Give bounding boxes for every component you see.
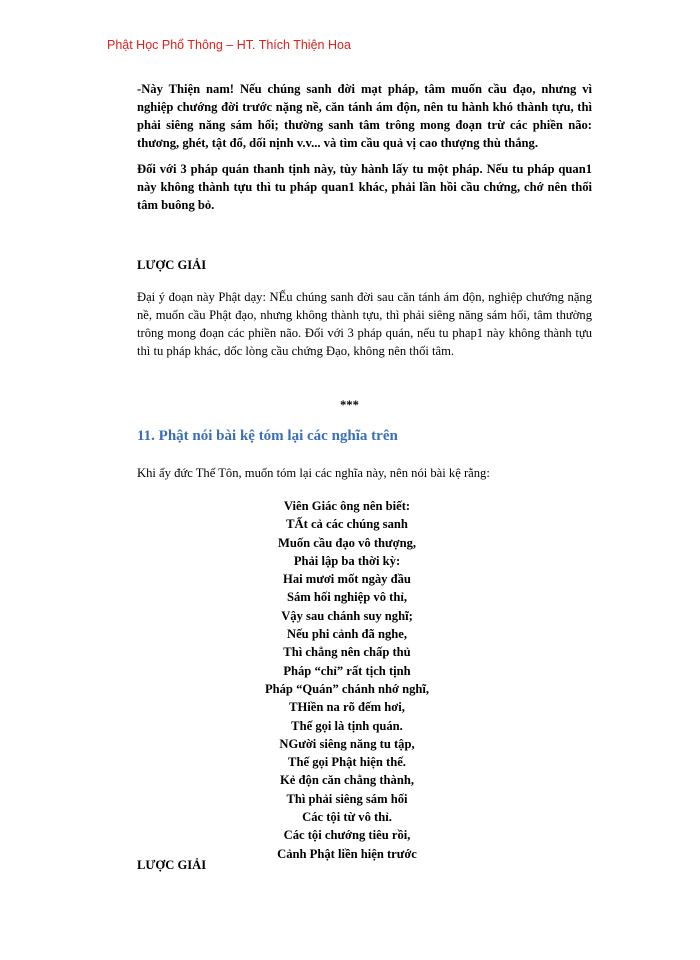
section-title: 11. Phật nói bài kệ tóm lại các nghĩa trên: [137, 428, 398, 444]
paragraph-1-text: -Này Thiện nam! Nếu chúng sanh đời mạt pháp, tâm muốn cầu đạo, nhưng vì nghiệp chướng đời trước nặng nề, căn tánh ám độn, nên tu hành khó thành tựu, thì phải siêng năng sám hối; thường sanh tâm trông mong đoạn trừ các phiền não: thương, ghét, tật đố, dối nịnh v.v... và tìm cầu quả vị cao thượng thù thắng.: [137, 82, 592, 150]
verse-line: Vậy sau chánh suy nghĩ;: [281, 608, 413, 623]
verse-line: THiền na rõ đếm hơi,: [289, 700, 405, 715]
verse-line: Các tội từ vô thỉ.: [302, 810, 392, 825]
verse-line: Thì chẳng nên chấp thủ: [283, 645, 411, 660]
luoc-giai-heading-2: LƯỢC GIẢI: [137, 858, 207, 872]
verse-line: Sám hối nghiệp vô thỉ,: [286, 590, 408, 605]
paragraph-3-text: Đại ý đoạn này Phật dạy: NẾu chúng sanh đời sau căn tánh ám độn, nghiệp chướng nặng nề, muốn cầu Phật đạo, nhưng không thành tựu, thì phải siêng năng sám hối, tâm thường trông mong đoạn các phiền não. Đối với 3 pháp quán, nếu tu phap1 này không thành tựu thì tu pháp khác, dốc lòng cầu chứng Đạo, không nên thối tâm.: [137, 290, 592, 358]
paragraph-2: [137, 160, 592, 214]
verse-line: Kẻ độn căn chẳng thành,: [279, 773, 415, 788]
verse-line: Thế gọi là tịnh quán.: [291, 718, 403, 733]
paragraph-2-text: Đối với 3 pháp quán thanh tịnh này, tùy hành lấy tu một pháp. Nếu tu pháp quan1 này không thành tựu thì tu pháp quan1 khác, phải lần hồi cầu chứng, chớ nên thối tâm buông bỏ.: [137, 162, 592, 212]
verse-line: Pháp “chỉ” rất tịch tịnh: [283, 663, 411, 678]
verse-line: Pháp “Quán” chánh nhớ nghĩ,: [264, 681, 430, 696]
separator-stars: ***: [340, 398, 359, 412]
luoc-giai-heading-1: LƯỢC GIẢI: [137, 258, 207, 272]
verse-line: Nếu phi cảnh đã nghe,: [286, 627, 408, 642]
verse-line: Phải lập ba thời kỳ:: [293, 553, 401, 568]
paragraph-3: [137, 288, 592, 360]
verse-line: Cảnh Phật liền hiện trước: [277, 846, 417, 861]
paragraph-1: [137, 80, 592, 152]
verse-line: Thì phải siêng sám hối: [286, 791, 408, 806]
verse-line: Muốn cầu đạo vô thượng,: [277, 535, 417, 550]
verse-line: NGười siêng năng tu tập,: [279, 736, 415, 751]
verse-line: Hai mươi mốt ngày đầu: [283, 572, 411, 587]
verse-line: Viên Giác ông nên biết:: [283, 499, 411, 513]
verse-line: Thế gọi Phật hiện thế.: [288, 755, 406, 770]
verse-intro: Khi ấy đức Thế Tôn, muốn tóm lại các nghĩa này, nên nói bài kệ rằng:: [137, 466, 490, 480]
verse-block: [187, 497, 507, 863]
running-header: Phật Học Phổ Thông – HT. Thích Thiện Hoa: [107, 38, 351, 52]
verse-line: Các tội chướng tiêu rồi,: [283, 828, 411, 843]
verse-line: TẤt cả các chúng sanh: [286, 517, 408, 532]
